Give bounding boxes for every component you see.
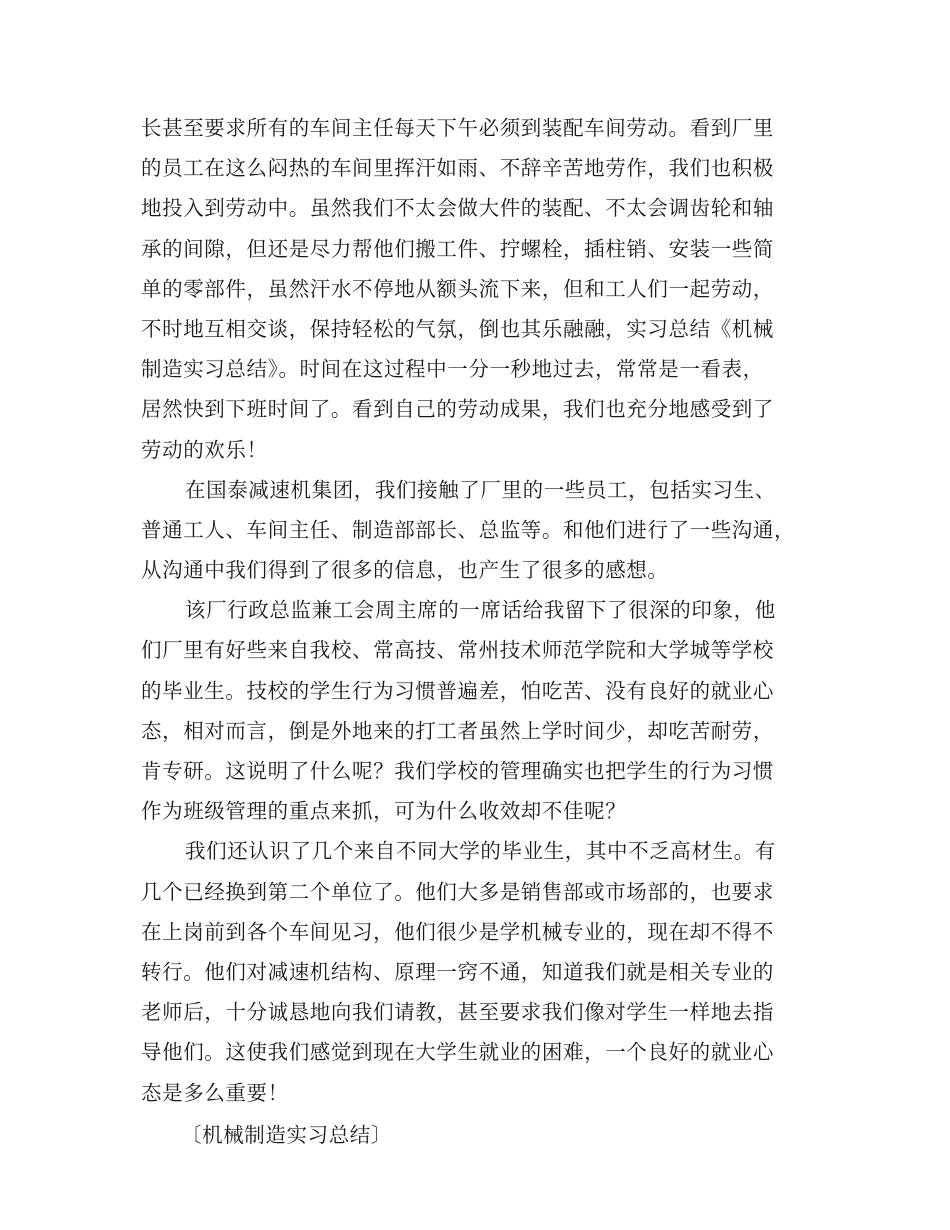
text-line: 承的间隙，但还是尽力帮他们搬工件、拧螺栓，插柱销、安装一些简 <box>141 236 774 261</box>
text-line: 态，相对而言，倒是外地来的打工者虽然上学时间少，却吃苦耐劳， <box>141 718 774 743</box>
text-line: 在上岗前到各个车间见习，他们很少是学机械专业的，现在却不得不 <box>141 919 774 944</box>
text-line: 的员工在这么闷热的车间里挥汗如雨、不辞辛苦地劳作，我们也积极 <box>141 156 774 181</box>
text-line: 的毕业生。技校的学生行为习惯普遍差，怕吃苦、没有良好的就业心 <box>141 678 774 703</box>
text-line: 几个已经换到第二个单位了。他们大多是销售部或市场部的，也要求 <box>141 879 774 904</box>
text-line: 转行。他们对减速机结构、原理一窍不通，知道我们就是相关专业的 <box>141 959 774 984</box>
text-line: 单的零部件，虽然汗水不停地从额头流下来，但和工人们一起劳动， <box>141 276 774 301</box>
text-line: 普通工人、车间主任、制造部部长、总监等。和他们进行了一些沟通， <box>141 517 796 542</box>
text-line: 导他们。这使我们感觉到现在大学生就业的困难，一个良好的就业心 <box>141 1040 774 1065</box>
text-line: 作为班级管理的重点来抓，可为什么收效却不佳呢？ <box>141 799 627 824</box>
text-line: 不时地互相交谈，保持轻松的气氛，倒也其乐融融，实习总结《机械 <box>141 316 774 341</box>
paragraph-first-line: 我们还认识了几个来自不同大学的毕业生，其中不乏高材生。有 <box>185 839 776 864</box>
closing-title: 〔机械制造实习总结〕 <box>181 1122 392 1147</box>
text-line: 制造实习总结》。时间在这过程中一分一秒地过去，常常是一看表， <box>141 357 764 382</box>
text-line: 居然快到下班时间了。看到自己的劳动成果，我们也充分地感受到了 <box>141 397 774 422</box>
paragraph-first-line: 该厂行政总监兼工会周主席的一席话给我留下了很深的印象，他 <box>185 598 776 623</box>
document-body <box>141 108 811 1155</box>
text-line: 从沟通中我们得到了很多的信息，也产生了很多的感想。 <box>141 558 669 583</box>
text-line: 老师后，十分诚恳地向我们请教，甚至要求我们像对学生一样地去指 <box>141 1000 774 1025</box>
text-line: 态是多么重要！ <box>141 1080 289 1105</box>
text-line: 地投入到劳动中。虽然我们不太会做大件的装配、不太会调齿轮和轴 <box>141 196 774 221</box>
paragraph-first-line: 在国泰减速机集团，我们接触了厂里的一些员工，包括实习生、 <box>185 477 776 502</box>
text-line: 肯专研。这说明了什么呢？我们学校的管理确实也把学生的行为习惯 <box>141 759 774 783</box>
text-line: 长甚至要求所有的车间主任每天下午必须到装配车间劳动。看到厂里 <box>141 116 774 140</box>
text-line: 们厂里有好些来自我校、常高技、常州技术师范学院和大学城等学校 <box>141 638 774 663</box>
text-line: 劳动的欢乐！ <box>141 437 268 462</box>
